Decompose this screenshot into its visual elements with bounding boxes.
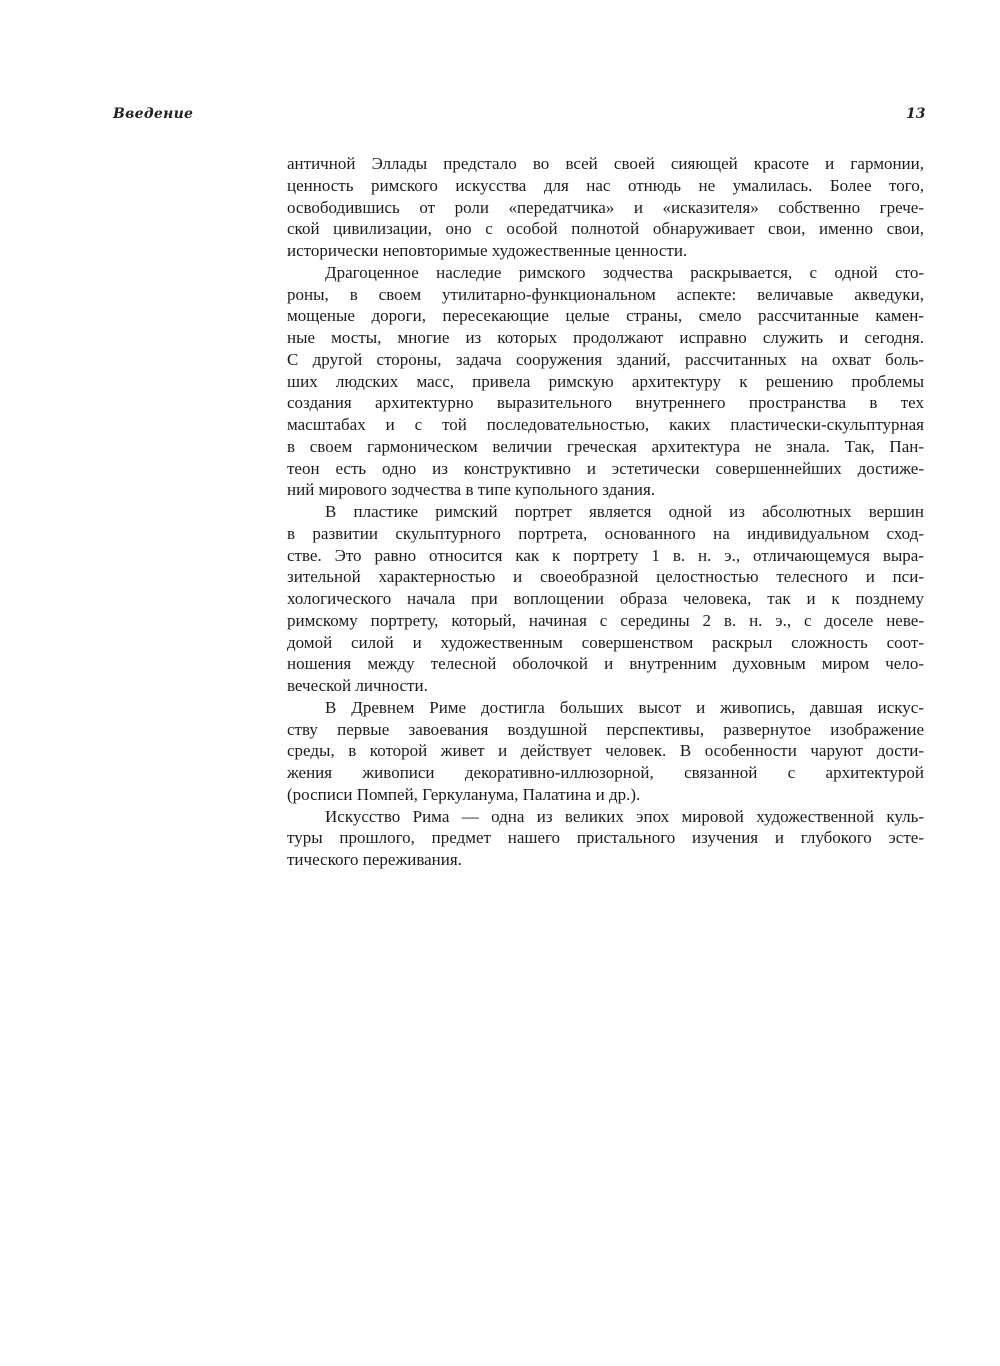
paragraph-1 <box>287 153 924 262</box>
body-text <box>287 153 924 871</box>
text-line: роны, в своем утилитарно-функциональном аспекте: величавые акведуки, <box>287 284 924 304</box>
paragraph-2 <box>287 262 924 501</box>
text-line: тического переживания. <box>287 850 462 869</box>
text-line: В Древнем Риме достигла больших высот и живопись, давшая искус- <box>325 697 924 717</box>
page-number: 13 <box>906 106 926 122</box>
text-line: С другой стороны, задача сооружения зданий, рассчитанных на охват боль- <box>287 349 924 369</box>
text-line: исторически неповторимые художественные ценности. <box>287 241 688 260</box>
text-line: ценность римского искусства для нас отнюдь не умалилась. Более того, <box>287 175 924 195</box>
text-line: освободившись от роли «передатчика» и «исказителя» собственно грече- <box>287 197 924 217</box>
text-line: В пластике римский портрет является одной из абсолютных вершин <box>325 502 924 521</box>
text-line: Искусство Рима — одна из великих эпох мировой художественной куль- <box>325 806 924 826</box>
text-line: (росписи Помпей, Геркуланума, Палатина и др.). <box>287 784 641 804</box>
text-line: жения живописи декоративно-иллюзорной, связанной с архитектурой <box>287 763 924 782</box>
text-line: ской цивилизации, оно с особой полнотой обнаруживает свои, именно свои, <box>287 219 924 239</box>
text-line: ношения между телесной оболочкой и внутренним духовным миром чело- <box>287 654 924 674</box>
text-line: ству первые завоевания воздушной перспективы, развернутое изображение <box>287 719 924 739</box>
running-head: Введение <box>113 106 194 122</box>
text-line: Драгоценное наследие римского зодчества раскрывается, с одной сто- <box>325 262 924 282</box>
text-line: мощеные дороги, пересекающие целые страны, смело рассчитанные камен- <box>287 306 924 326</box>
text-line: домой силой и художественным совершенством раскрыл сложность соот- <box>287 632 924 652</box>
text-line: стве. Это равно относится как к портрету 1 в. н. э., отличающемуся выра- <box>287 545 924 565</box>
text-line: зительной характерностью и своеобразной целостностью телесного и пси- <box>287 567 924 587</box>
text-line: в своем гармоническом величии греческая архитектура не знала. Так, Пан- <box>287 436 924 456</box>
text-line: ные мосты, многие из которых продолжают исправно служить и сегодня. <box>287 328 924 347</box>
text-line: римскому портрету, который, начиная с середины 2 в. н. э., с доселе неве- <box>287 610 924 630</box>
text-line: ших людских масс, привела римскую архитектуру к решению проблемы <box>287 371 924 391</box>
text-line: среды, в которой живет и действует человек. В особенности чаруют дости- <box>287 741 924 761</box>
text-line: хологического начала при воплощении образа человека, так и к позднему <box>287 589 924 608</box>
text-line: ний мирового зодчества в типе купольного здания. <box>287 480 656 500</box>
text-line: создания архитектурно выразительного внутреннего пространства в тех <box>287 393 924 413</box>
text-line: туры прошлого, предмет нашего пристального изучения и глубокого эсте- <box>287 828 924 848</box>
text-line: теон есть одно из конструктивно и эстетически совершеннейших достиже- <box>287 458 924 478</box>
paragraph-4 <box>287 697 924 806</box>
text-line: античной Эллады предстало во всей своей сияющей красоте и гармонии, <box>287 154 924 173</box>
paragraph-5 <box>287 806 924 871</box>
paragraph-3 <box>287 501 924 697</box>
text-line: в развитии скульптурного портрета, основанного на индивидуальном сход- <box>287 523 924 543</box>
text-line: веческой личности. <box>287 676 428 695</box>
text-line: масштабах и с той последовательностью, каких пластически-скульптурная <box>287 415 924 434</box>
